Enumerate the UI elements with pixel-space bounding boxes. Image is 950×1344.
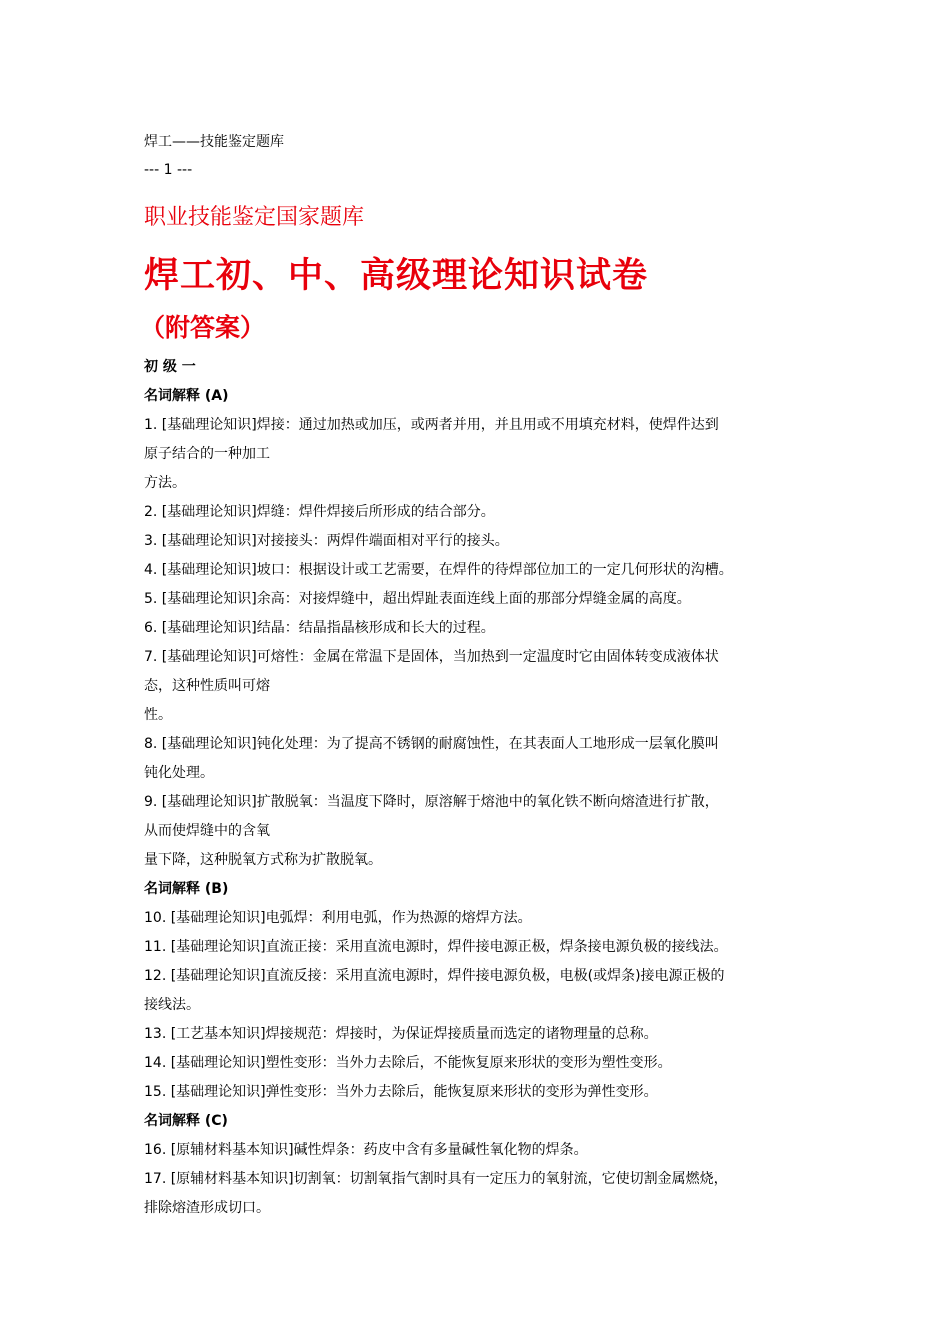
definition-line: 性。 — [144, 707, 172, 723]
definition-line: 从而使焊缝中的含氧 — [144, 823, 270, 839]
definition-line: 3. [基础理论知识]对接接头：两焊件端面相对平行的接头。 — [144, 533, 509, 549]
definition-line: 13. [工艺基本知识]焊接规范：焊接时，为保证焊接质量而选定的诸物理量的总称。 — [144, 1026, 658, 1042]
definition-line: 方法。 — [144, 475, 186, 491]
definition-line: 原子结合的一种加工 — [144, 446, 270, 462]
answer-note: （附答案） — [140, 313, 266, 342]
exam-main-title: 焊工初、中、高级理论知识试卷 — [144, 256, 649, 296]
definition-line: 9. [基础理论知识]扩散脱氧：当温度下降时，原溶解于熔池中的氧化铁不断向熔渣进行扩散， — [144, 794, 719, 810]
definition-line: 态，这种性质叫可熔 — [144, 678, 270, 694]
definition-line: 14. [基础理论知识]塑性变形：当外力去除后，不能恢复原来形状的变形为塑性变形。 — [144, 1055, 672, 1071]
definition-line: 钝化处理。 — [144, 765, 214, 781]
exam-bank-subtitle: 职业技能鉴定国家题库 — [144, 205, 365, 230]
section-heading: 名词解释 (B) — [144, 881, 229, 897]
definition-line: 排除熔渣形成切口。 — [144, 1200, 270, 1216]
section-b — [144, 875, 824, 1107]
section-c — [144, 1107, 824, 1223]
definition-line: 16. [原辅材料基本知识]碱性焊条：药皮中含有多量碱性氧化物的焊条。 — [144, 1142, 588, 1158]
definition-line: 8. [基础理论知识]钝化处理：为了提高不锈钢的耐腐蚀性，在其表面人工地形成一层氧化膜叫 — [144, 736, 719, 752]
definition-line: 10. [基础理论知识]电弧焊：利用电弧，作为热源的熔焊方法。 — [144, 910, 532, 926]
definition-line: 12. [基础理论知识]直流反接：采用直流电源时，焊件接电源负极，电极(或焊条)接电源正极的 — [144, 968, 725, 984]
definition-line: 1. [基础理论知识]焊接：通过加热或加压，或两者并用，并且用或不用填充材料，使焊件达到 — [144, 417, 719, 433]
page-number: --- 1 --- — [144, 162, 193, 178]
definition-line: 4. [基础理论知识]坡口：根据设计或工艺需要，在焊件的待焊部位加工的一定几何形状的沟槽。 — [144, 562, 733, 578]
definition-line: 15. [基础理论知识]弹性变形：当外力去除后，能恢复原来形状的变形为弹性变形。 — [144, 1084, 658, 1100]
section-heading: 名词解释 (A) — [144, 388, 229, 404]
definition-line: 5. [基础理论知识]余高：对接焊缝中，超出焊趾表面连线上面的那部分焊缝金属的高度。 — [144, 591, 691, 607]
section-a — [144, 382, 824, 875]
document-header-title: 焊工——技能鉴定题库 — [144, 134, 284, 150]
section-heading: 名词解释 (C) — [144, 1113, 228, 1129]
definition-line: 17. [原辅材料基本知识]切割氧：切割氧指气割时具有一定压力的氧射流，它使切割金属燃烧， — [144, 1171, 728, 1187]
definition-line: 7. [基础理论知识]可熔性：金属在常温下是固体，当加热到一定温度时它由固体转变成液体状 — [144, 649, 719, 665]
definition-line: 量下降，这种脱氧方式称为扩散脱氧。 — [144, 852, 382, 868]
level-heading: 初 级 一 — [144, 359, 196, 375]
document-page — [140, 128, 824, 1223]
definition-line: 11. [基础理论知识]直流正接：采用直流电源时，焊件接电源正极，焊条接电源负极的接线法。 — [144, 939, 728, 955]
definition-line: 6. [基础理论知识]结晶：结晶指晶核形成和长大的过程。 — [144, 620, 495, 636]
definition-line: 2. [基础理论知识]焊缝：焊件焊接后所形成的结合部分。 — [144, 504, 495, 520]
definition-line: 接线法。 — [144, 997, 200, 1013]
